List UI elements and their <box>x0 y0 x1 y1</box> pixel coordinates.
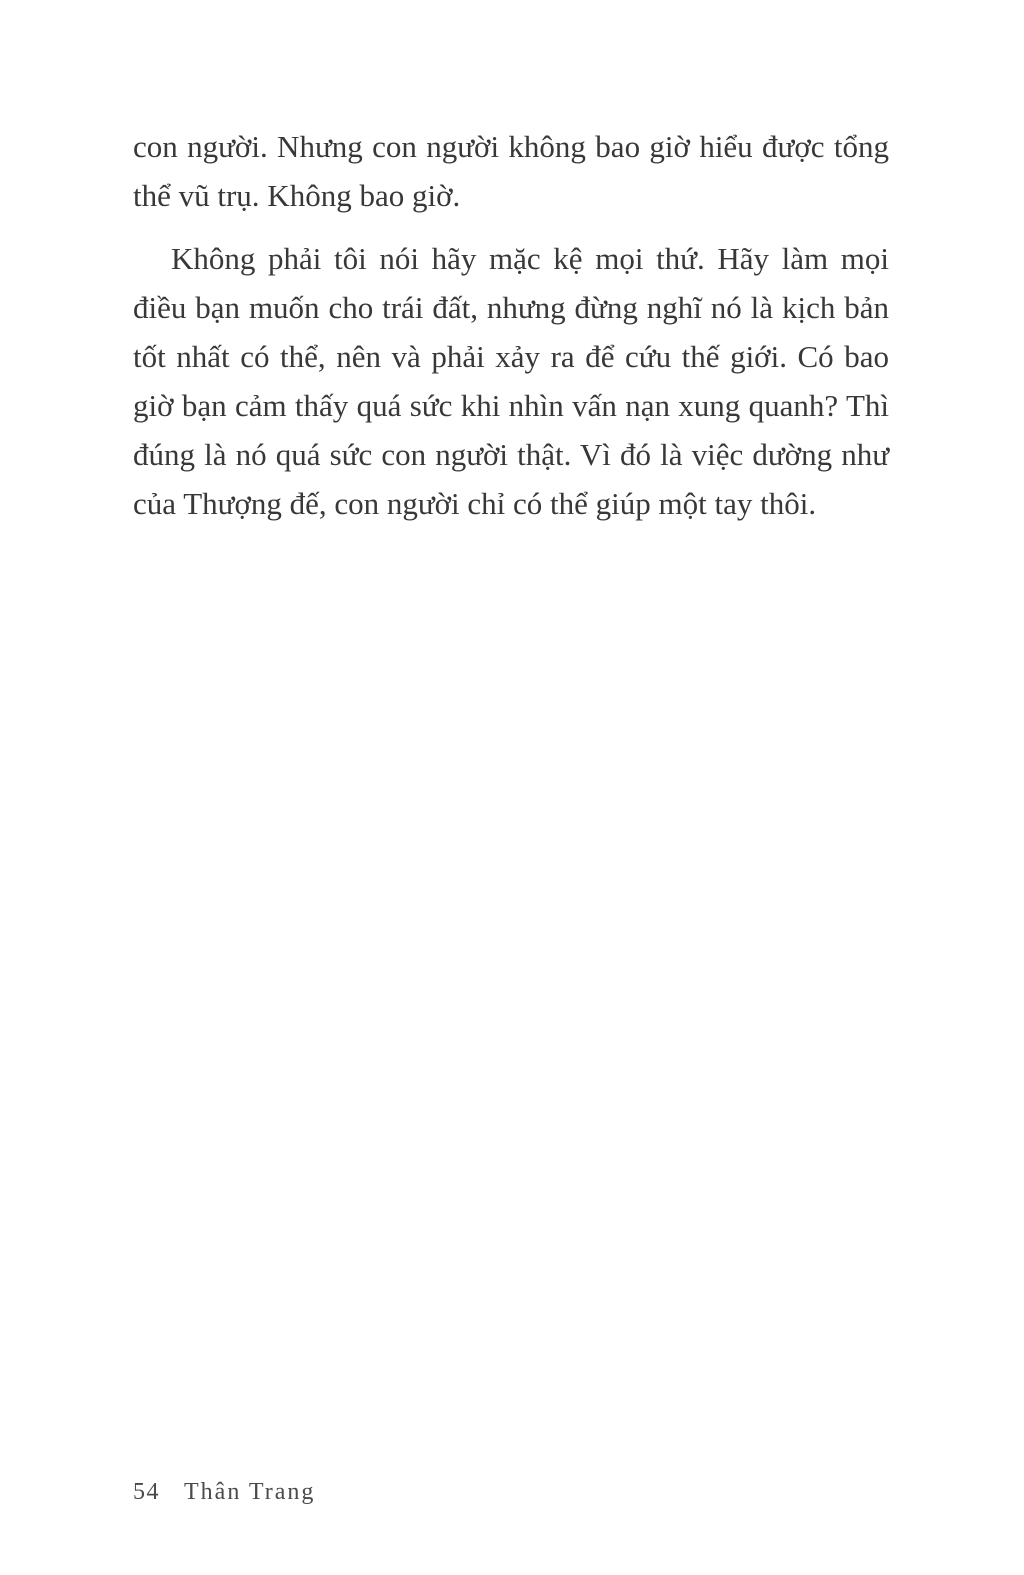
page-footer <box>133 1479 889 1506</box>
body-text-block <box>133 122 889 528</box>
paragraph-main: Không phải tôi nói hãy mặc kệ mọi thứ. Hãy làm mọi điều bạn muốn cho trái đất, nhưng đừng nghĩ nó là kịch bản tốt nhất có thể, nên và phải xảy ra để cứu thế giới. Có bao giờ bạn cảm thấy quá sức khi nhìn vấn nạn xung quanh? Thì đúng là nó quá sức con người thật. Vì đó là việc dường như của Thượng đế, con người chỉ có thể giúp một tay thôi. <box>133 241 889 521</box>
paragraph-continued: con người. Nhưng con người không bao giờ hiểu được tổng thể vũ trụ. Không bao giờ. <box>133 129 889 213</box>
running-title: Thân Trang <box>184 1479 316 1505</box>
page-number: 54 <box>133 1479 160 1505</box>
